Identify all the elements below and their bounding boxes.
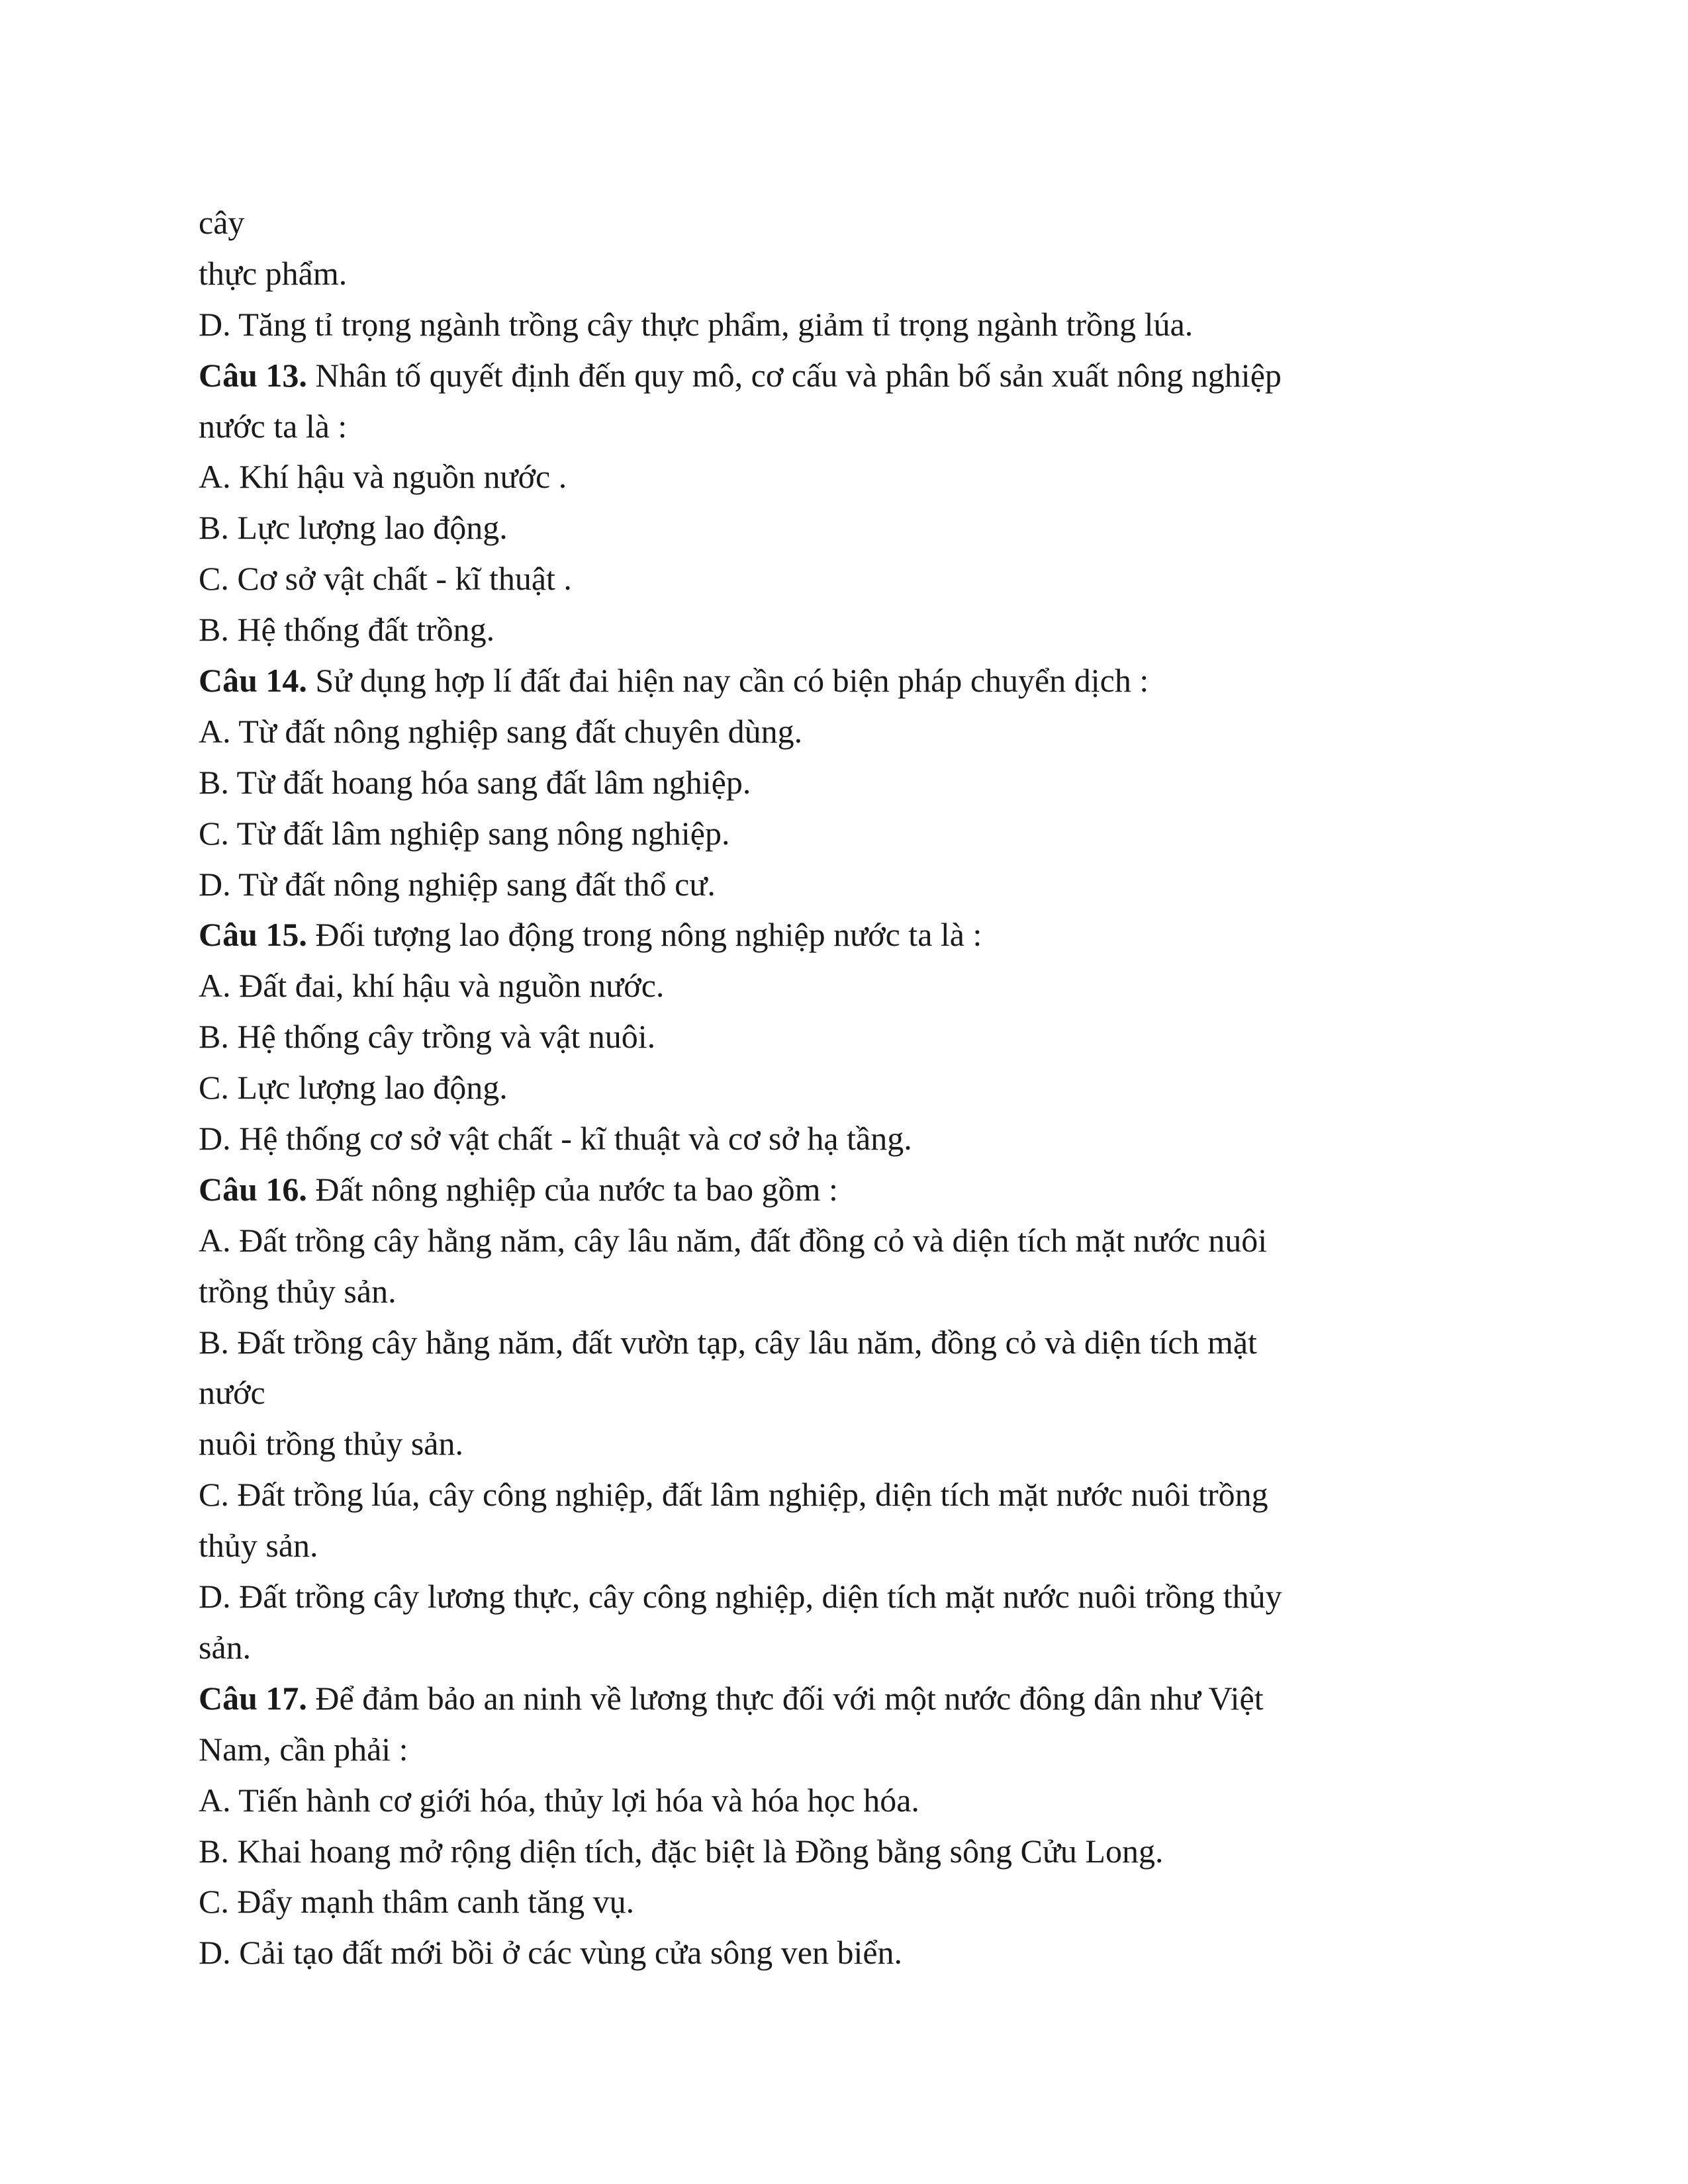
question-text: Đất nông nghiệp của nước ta bao gồm : xyxy=(306,1170,838,1208)
line-text: B. Lực lượng lao động. xyxy=(199,509,508,547)
text-line xyxy=(199,299,1489,350)
text-line xyxy=(199,248,1489,299)
line-text: C. Đẩy mạnh thâm canh tăng vụ. xyxy=(199,1883,635,1921)
line-text: nuôi trồng thủy sản. xyxy=(199,1425,463,1463)
text-line xyxy=(199,1317,1489,1368)
question-text: Sử dụng hợp lí đất đai hiện nay cần có biện pháp chuyển dịch : xyxy=(306,662,1149,700)
line-text: B. Đất trồng cây hằng năm, đất vườn tạp, cây lâu năm, đồng cỏ và diện tích mặt xyxy=(199,1323,1257,1361)
text-line xyxy=(199,604,1489,655)
question-number: Câu 14. xyxy=(199,662,307,700)
text-line xyxy=(199,1113,1489,1164)
question-text: Nhân tố quyết định đến quy mô, cơ cấu và phân bố sản xuất nông nghiệp xyxy=(306,356,1282,394)
line-text: B. Khai hoang mở rộng diện tích, đặc biệt là Đồng bằng sông Cửu Long. xyxy=(199,1832,1164,1870)
text-line xyxy=(199,553,1489,604)
text-line xyxy=(199,1367,1489,1418)
line-text: D. Đất trồng cây lương thực, cây công nghiệp, diện tích mặt nước nuôi trồng thủy xyxy=(199,1578,1282,1615)
question-number: Câu 13. xyxy=(199,356,307,394)
line-text: B. Hệ thống đất trồng. xyxy=(199,611,495,649)
text-line xyxy=(199,1622,1489,1673)
line-text: nước xyxy=(199,1374,265,1412)
text-line xyxy=(199,1469,1489,1520)
text-line xyxy=(199,1826,1489,1877)
line-text: trồng thủy sản. xyxy=(199,1272,397,1310)
text-line xyxy=(199,401,1489,452)
line-text: D. Tăng tỉ trọng ngành trồng cây thực phẩm, giảm tỉ trọng ngành trồng lúa. xyxy=(199,305,1194,343)
line-text: A. Đất đai, khí hậu và nguồn nước. xyxy=(199,967,665,1005)
question-number: Câu 15. xyxy=(199,916,307,954)
line-text: A. Đất trồng cây hằng năm, cây lâu năm, đất đồng cỏ và diện tích mặt nước nuôi xyxy=(199,1221,1268,1259)
text-line xyxy=(199,1215,1489,1266)
text-line xyxy=(199,1011,1489,1062)
line-text: nước ta là : xyxy=(199,407,348,445)
line-text: D. Hệ thống cơ sở vật chất - kĩ thuật và cơ sở hạ tầng. xyxy=(199,1120,912,1158)
text-line xyxy=(199,1876,1489,1927)
line-text: C. Đất trồng lúa, cây công nghiệp, đất lâm nghiệp, diện tích mặt nước nuôi trồng xyxy=(199,1476,1268,1514)
question-line xyxy=(199,909,1489,960)
line-text: A. Khí hậu và nguồn nước . xyxy=(199,458,567,496)
text-line xyxy=(199,1418,1489,1469)
text-line xyxy=(199,502,1489,553)
text-line xyxy=(199,808,1489,859)
text-line xyxy=(199,1775,1489,1826)
text-line xyxy=(199,1571,1489,1622)
line-text: B. Từ đất hoang hóa sang đất lâm nghiệp. xyxy=(199,763,751,801)
text-line xyxy=(199,960,1489,1011)
line-text: A. Tiến hành cơ giới hóa, thủy lợi hóa và hóa học hóa. xyxy=(199,1781,919,1819)
line-text: B. Hệ thống cây trồng và vật nuôi. xyxy=(199,1018,656,1056)
text-line xyxy=(199,1266,1489,1317)
text-line xyxy=(199,706,1489,757)
text-line xyxy=(199,1927,1489,1978)
line-text: A. Từ đất nông nghiệp sang đất chuyên dùng. xyxy=(199,712,803,750)
text-line xyxy=(199,197,1489,248)
line-text: cây xyxy=(199,204,245,241)
line-text: C. Cơ sở vật chất - kĩ thuật . xyxy=(199,560,572,598)
question-text: Để đảm bảo an ninh về lương thực đối với một nước đông dân như Việt xyxy=(306,1679,1264,1717)
text-line xyxy=(199,1062,1489,1113)
line-text: C. Lực lượng lao động. xyxy=(199,1069,508,1107)
text-line xyxy=(199,1520,1489,1571)
question-line xyxy=(199,655,1489,706)
text-line xyxy=(199,757,1489,808)
line-text: thủy sản. xyxy=(199,1527,318,1565)
text-line xyxy=(199,859,1489,910)
question-number: Câu 16. xyxy=(199,1170,307,1208)
line-text: Nam, cần phải : xyxy=(199,1730,408,1768)
line-text: D. Cải tạo đất mới bồi ở các vùng cửa sông ven biển. xyxy=(199,1934,903,1972)
line-text: thực phẩm. xyxy=(199,254,348,292)
line-text: C. Từ đất lâm nghiệp sang nông nghiệp. xyxy=(199,814,730,852)
question-text: Đối tượng lao động trong nông nghiệp nước ta là : xyxy=(306,916,982,954)
question-line xyxy=(199,1164,1489,1215)
document-page xyxy=(199,197,1489,1978)
text-line xyxy=(199,1724,1489,1775)
question-line xyxy=(199,1673,1489,1724)
text-line xyxy=(199,451,1489,502)
question-line xyxy=(199,350,1489,401)
line-text: D. Từ đất nông nghiệp sang đất thổ cư. xyxy=(199,865,716,903)
question-number: Câu 17. xyxy=(199,1679,307,1717)
line-text: sản. xyxy=(199,1628,252,1666)
